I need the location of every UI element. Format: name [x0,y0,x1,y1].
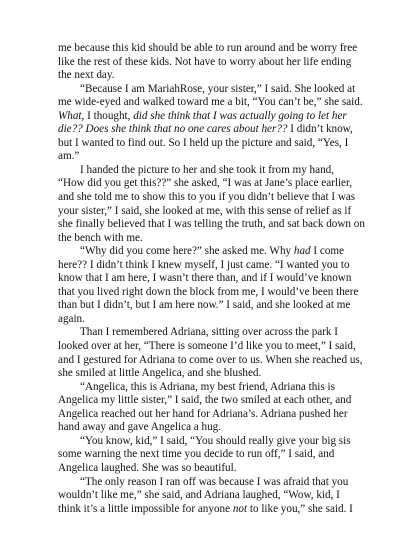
text-span: think it’s a little impossible for anyone [58,502,233,515]
text-span: your sister,” I said, she looked at me, with this sense of relief as if [58,204,352,217]
text-span: and she told me to show this to you if you didn’t believe that I was [58,191,356,204]
text-line [58,408,378,422]
text-line [58,421,378,435]
text-line [58,435,378,449]
text-span: and I gestured for Adriana to come over to us. When she reached us, [58,353,363,366]
text-span: I come [310,245,344,258]
text-span: some warning the next time you decide to run off,” I said, and [58,448,335,461]
text-line [58,448,378,462]
text-span: the bench with me. [58,231,143,244]
text-line [58,96,378,110]
text-line [58,340,378,354]
text-line [58,150,378,164]
text-span: I thought, [84,109,134,122]
text-span: wouldn’t like me,” she said, and Adriana laughed, “Wow, kid, I [58,489,340,502]
text-span: looked over at her, “There is someone I’d like you to meet,” I said, [58,340,356,353]
text-span: “Because I am MariahRose, your sister,” I said. She looked at [80,82,356,95]
italic-text: What, [58,109,85,122]
text-span: the next day. [58,69,115,82]
text-line [58,381,378,395]
text-line [58,259,378,273]
document-page [58,42,378,516]
text-line [58,232,378,246]
text-line [58,394,378,408]
text-span: am.” [58,150,80,163]
text-line [58,476,378,490]
text-span: but I wanted to find out. So I held up the picture and said, “Yes, I [58,136,349,149]
text-span: here?? I didn’t think I knew myself, I just came. “I wanted you to [58,258,350,271]
text-line [58,462,378,476]
text-span: “Why did you come here?” she asked me. Why [80,245,294,258]
text-line [58,137,378,151]
italic-text: die?? Does she think that no one cares about her?? [58,123,288,136]
text-span: “Angelica, this is Adriana, my best friend, Adriana this is [80,380,335,393]
text-line [58,313,378,327]
text-span: she smiled at little Angelica, and she blushed. [58,367,262,380]
text-line [58,42,378,56]
text-span: Angelica reached out her hand for Adriana’s. Adriana pushed her [58,407,348,420]
text-line [58,326,378,340]
text-span: again. [58,312,85,325]
text-line [58,218,378,232]
italic-text: had [293,245,311,258]
text-line [58,367,378,381]
text-span: know that I am here, I wasn’t there than, and if I would’ve known [58,272,352,285]
text-line [58,191,378,205]
text-span: Than I remembered Adriana, sitting over across the park I [80,326,338,339]
text-span: “The only reason I ran off was because I was afraid that you [80,475,349,488]
text-line [58,286,378,300]
text-line [58,354,378,368]
text-line [58,272,378,286]
text-line [58,489,378,503]
text-span: me because this kid should be able to run around and be worry free [58,42,358,54]
text-span: “You know, kid,” I said, “You should really give your big sis [80,434,351,447]
text-line [58,110,378,124]
text-line [58,299,378,313]
text-span: me wide-eyed and walked toward me a bit, “You can’t be,” she said. [58,96,363,109]
text-span: she finally believed that I was telling the truth, and sat back down on [58,218,365,231]
text-span: that you lived right down the block from me, I would’ve been there [58,285,359,298]
text-span: “How did you get this??” she asked, “I was at Jane’s place earlier, [58,177,353,190]
text-line [58,245,378,259]
text-span: like the rest of these kids. Not have to worry about her life ending [58,55,352,68]
text-line [58,177,378,191]
italic-text: did she think that I was actually going to let her [133,109,347,122]
text-line [58,83,378,97]
text-span: than but I didn’t, but I am here now.” I said, and she looked at me [58,299,351,312]
text-line [58,164,378,178]
text-span: Angelica laughed. She was so beautiful. [58,461,237,474]
text-span: hand away and gave Angelica a hug. [58,421,222,434]
text-line [58,205,378,219]
text-line [58,56,378,70]
text-line [58,69,378,83]
text-span: Angelica my little sister,” I said, the two smiled at each other, and [58,394,352,407]
italic-text: not [232,502,248,515]
text-span: to like you,” she said. I [247,502,353,515]
text-span: I handed the picture to her and she took it from my hand, [80,163,334,176]
text-line [58,123,378,137]
text-span: I didn’t know, [287,123,353,136]
text-line [58,503,378,517]
